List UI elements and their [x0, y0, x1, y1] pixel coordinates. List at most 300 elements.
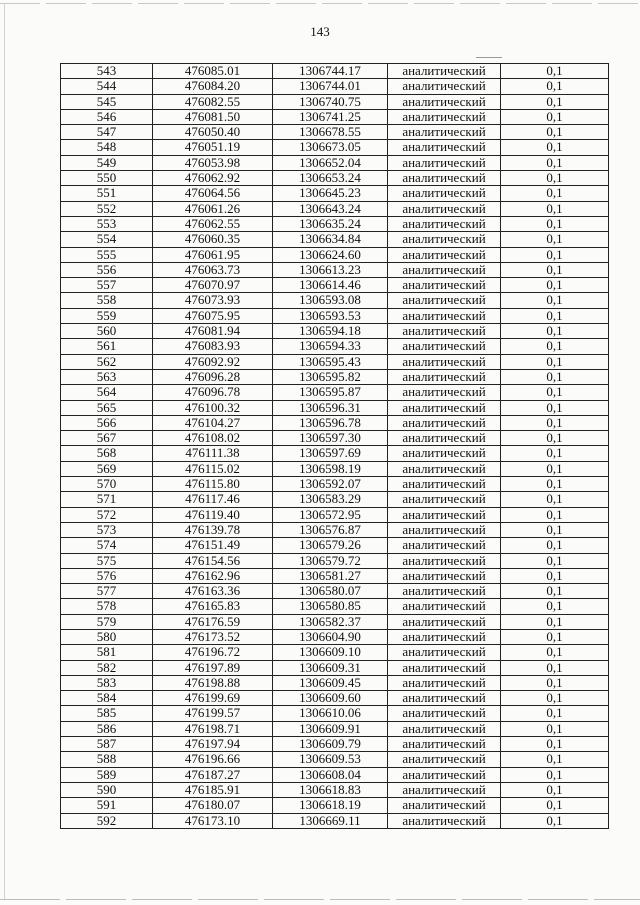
table-row — [61, 599, 609, 614]
point-number-cell: 578 — [61, 599, 153, 614]
table-row — [61, 629, 609, 644]
x-coordinate-cell: 476061.26 — [153, 201, 273, 216]
y-coordinate-cell: 1306596.31 — [273, 400, 388, 415]
method-cell: аналитический — [388, 813, 501, 828]
x-coordinate-cell: 476196.66 — [153, 752, 273, 767]
table-row — [61, 446, 609, 461]
table-row — [61, 492, 609, 507]
method-cell: аналитический — [388, 339, 501, 354]
accuracy-cell: 0,1 — [501, 247, 609, 262]
method-cell: аналитический — [388, 507, 501, 522]
method-cell: аналитический — [388, 553, 501, 568]
method-cell: аналитический — [388, 492, 501, 507]
method-cell: аналитический — [388, 385, 501, 400]
accuracy-cell: 0,1 — [501, 782, 609, 797]
point-number-cell: 581 — [61, 645, 153, 660]
y-coordinate-cell: 1306576.87 — [273, 522, 388, 537]
accuracy-cell: 0,1 — [501, 461, 609, 476]
page-number: 143 — [310, 24, 330, 39]
y-coordinate-cell: 1306592.07 — [273, 477, 388, 492]
x-coordinate-cell: 476051.19 — [153, 140, 273, 155]
x-coordinate-cell: 476082.55 — [153, 94, 273, 109]
accuracy-cell: 0,1 — [501, 477, 609, 492]
point-number-cell: 564 — [61, 385, 153, 400]
method-cell: аналитический — [388, 660, 501, 675]
table-row — [61, 645, 609, 660]
method-cell: аналитический — [388, 201, 501, 216]
x-coordinate-cell: 476115.80 — [153, 477, 273, 492]
accuracy-cell: 0,1 — [501, 660, 609, 675]
table-row — [61, 706, 609, 721]
y-coordinate-cell: 1306609.45 — [273, 675, 388, 690]
accuracy-cell: 0,1 — [501, 767, 609, 782]
method-cell: аналитический — [388, 308, 501, 323]
accuracy-cell: 0,1 — [501, 614, 609, 629]
method-cell: аналитический — [388, 782, 501, 797]
y-coordinate-cell: 1306582.37 — [273, 614, 388, 629]
y-coordinate-cell: 1306624.60 — [273, 247, 388, 262]
scan-left-edge — [4, 4, 5, 899]
x-coordinate-cell: 476083.93 — [153, 339, 273, 354]
y-coordinate-cell: 1306609.79 — [273, 737, 388, 752]
table-row — [61, 538, 609, 553]
point-number-cell: 550 — [61, 171, 153, 186]
accuracy-cell: 0,1 — [501, 752, 609, 767]
table-row — [61, 507, 609, 522]
table-row — [61, 247, 609, 262]
point-number-cell: 547 — [61, 125, 153, 140]
accuracy-cell: 0,1 — [501, 400, 609, 415]
x-coordinate-cell: 476092.92 — [153, 354, 273, 369]
x-coordinate-cell: 476139.78 — [153, 522, 273, 537]
accuracy-cell: 0,1 — [501, 94, 609, 109]
y-coordinate-cell: 1306744.01 — [273, 79, 388, 94]
x-coordinate-cell: 476115.02 — [153, 461, 273, 476]
x-coordinate-cell: 476104.27 — [153, 415, 273, 430]
x-coordinate-cell: 476151.49 — [153, 538, 273, 553]
point-number-cell: 573 — [61, 522, 153, 537]
x-coordinate-cell: 476064.56 — [153, 186, 273, 201]
method-cell: аналитический — [388, 324, 501, 339]
x-coordinate-cell: 476060.35 — [153, 232, 273, 247]
accuracy-cell: 0,1 — [501, 216, 609, 231]
method-cell: аналитический — [388, 171, 501, 186]
accuracy-cell: 0,1 — [501, 675, 609, 690]
y-coordinate-cell: 1306673.05 — [273, 140, 388, 155]
point-number-cell: 555 — [61, 247, 153, 262]
x-coordinate-cell: 476165.83 — [153, 599, 273, 614]
table-row — [61, 216, 609, 231]
method-cell: аналитический — [388, 94, 501, 109]
y-coordinate-cell: 1306618.19 — [273, 798, 388, 813]
method-cell: аналитический — [388, 584, 501, 599]
point-number-cell: 576 — [61, 568, 153, 583]
point-number-cell: 588 — [61, 752, 153, 767]
x-coordinate-cell: 476111.38 — [153, 446, 273, 461]
y-coordinate-cell: 1306597.30 — [273, 431, 388, 446]
point-number-cell: 579 — [61, 614, 153, 629]
accuracy-cell: 0,1 — [501, 232, 609, 247]
point-number-cell: 566 — [61, 415, 153, 430]
y-coordinate-cell: 1306744.17 — [273, 64, 388, 79]
method-cell: аналитический — [388, 721, 501, 736]
method-cell: аналитический — [388, 522, 501, 537]
method-cell: аналитический — [388, 278, 501, 293]
point-number-cell: 565 — [61, 400, 153, 415]
scan-top-edge — [0, 3, 640, 4]
accuracy-cell: 0,1 — [501, 737, 609, 752]
method-cell: аналитический — [388, 752, 501, 767]
y-coordinate-cell: 1306609.53 — [273, 752, 388, 767]
x-coordinate-cell: 476100.32 — [153, 400, 273, 415]
table-row — [61, 109, 609, 124]
y-coordinate-cell: 1306594.33 — [273, 339, 388, 354]
accuracy-cell: 0,1 — [501, 109, 609, 124]
accuracy-cell: 0,1 — [501, 201, 609, 216]
table-row — [61, 339, 609, 354]
method-cell: аналитический — [388, 216, 501, 231]
accuracy-cell: 0,1 — [501, 584, 609, 599]
point-number-cell: 587 — [61, 737, 153, 752]
point-number-cell: 553 — [61, 216, 153, 231]
method-cell: аналитический — [388, 109, 501, 124]
point-number-cell: 569 — [61, 461, 153, 476]
method-cell: аналитический — [388, 461, 501, 476]
x-coordinate-cell: 476081.50 — [153, 109, 273, 124]
y-coordinate-cell: 1306652.04 — [273, 155, 388, 170]
table-row — [61, 431, 609, 446]
y-coordinate-cell: 1306593.53 — [273, 308, 388, 323]
x-coordinate-cell: 476185.91 — [153, 782, 273, 797]
point-number-cell: 556 — [61, 262, 153, 277]
method-cell: аналитический — [388, 125, 501, 140]
table-row — [61, 232, 609, 247]
point-number-cell: 546 — [61, 109, 153, 124]
accuracy-cell: 0,1 — [501, 369, 609, 384]
y-coordinate-cell: 1306645.23 — [273, 186, 388, 201]
point-number-cell: 575 — [61, 553, 153, 568]
method-cell: аналитический — [388, 293, 501, 308]
accuracy-cell: 0,1 — [501, 293, 609, 308]
y-coordinate-cell: 1306595.87 — [273, 385, 388, 400]
point-number-cell: 551 — [61, 186, 153, 201]
point-number-cell: 563 — [61, 369, 153, 384]
y-coordinate-cell: 1306596.78 — [273, 415, 388, 430]
table-row — [61, 385, 609, 400]
y-coordinate-cell: 1306741.25 — [273, 109, 388, 124]
y-coordinate-cell: 1306580.07 — [273, 584, 388, 599]
x-coordinate-cell: 476197.94 — [153, 737, 273, 752]
table-row — [61, 584, 609, 599]
table-row — [61, 94, 609, 109]
accuracy-cell: 0,1 — [501, 431, 609, 446]
table-row — [61, 614, 609, 629]
y-coordinate-cell: 1306653.24 — [273, 171, 388, 186]
table-row — [61, 155, 609, 170]
point-number-cell: 572 — [61, 507, 153, 522]
x-coordinate-cell: 476119.40 — [153, 507, 273, 522]
method-cell: аналитический — [388, 79, 501, 94]
accuracy-cell: 0,1 — [501, 813, 609, 828]
table-row — [61, 737, 609, 752]
y-coordinate-cell: 1306580.85 — [273, 599, 388, 614]
y-coordinate-cell: 1306609.60 — [273, 691, 388, 706]
table-row — [61, 262, 609, 277]
point-number-cell: 561 — [61, 339, 153, 354]
y-coordinate-cell: 1306572.95 — [273, 507, 388, 522]
table-row — [61, 522, 609, 537]
point-number-cell: 574 — [61, 538, 153, 553]
table-row — [61, 324, 609, 339]
x-coordinate-cell: 476073.93 — [153, 293, 273, 308]
table-row — [61, 752, 609, 767]
y-coordinate-cell: 1306579.72 — [273, 553, 388, 568]
accuracy-cell: 0,1 — [501, 125, 609, 140]
accuracy-cell: 0,1 — [501, 691, 609, 706]
point-number-cell: 583 — [61, 675, 153, 690]
point-number-cell: 570 — [61, 477, 153, 492]
method-cell: аналитический — [388, 415, 501, 430]
method-cell: аналитический — [388, 155, 501, 170]
y-coordinate-cell: 1306579.26 — [273, 538, 388, 553]
y-coordinate-cell: 1306613.23 — [273, 262, 388, 277]
method-cell: аналитический — [388, 675, 501, 690]
accuracy-cell: 0,1 — [501, 706, 609, 721]
accuracy-cell: 0,1 — [501, 507, 609, 522]
x-coordinate-cell: 476062.92 — [153, 171, 273, 186]
table-row — [61, 400, 609, 415]
x-coordinate-cell: 476173.52 — [153, 629, 273, 644]
accuracy-cell: 0,1 — [501, 278, 609, 293]
table-row — [61, 415, 609, 430]
table-row — [61, 798, 609, 813]
point-number-cell: 552 — [61, 201, 153, 216]
method-cell: аналитический — [388, 645, 501, 660]
accuracy-cell: 0,1 — [501, 155, 609, 170]
x-coordinate-cell: 476062.55 — [153, 216, 273, 231]
accuracy-cell: 0,1 — [501, 553, 609, 568]
y-coordinate-cell: 1306598.19 — [273, 461, 388, 476]
table-row — [61, 308, 609, 323]
point-number-cell: 591 — [61, 798, 153, 813]
y-coordinate-cell: 1306594.18 — [273, 324, 388, 339]
x-coordinate-cell: 476063.73 — [153, 262, 273, 277]
point-number-cell: 548 — [61, 140, 153, 155]
scan-mark — [476, 57, 502, 58]
point-number-cell: 545 — [61, 94, 153, 109]
y-coordinate-cell: 1306609.31 — [273, 660, 388, 675]
x-coordinate-cell: 476070.97 — [153, 278, 273, 293]
table-row — [61, 64, 609, 79]
y-coordinate-cell: 1306614.46 — [273, 278, 388, 293]
x-coordinate-cell: 476096.78 — [153, 385, 273, 400]
table-row — [61, 721, 609, 736]
accuracy-cell: 0,1 — [501, 308, 609, 323]
x-coordinate-cell: 476096.28 — [153, 369, 273, 384]
accuracy-cell: 0,1 — [501, 629, 609, 644]
table-row — [61, 293, 609, 308]
point-number-cell: 554 — [61, 232, 153, 247]
method-cell: аналитический — [388, 369, 501, 384]
y-coordinate-cell: 1306595.82 — [273, 369, 388, 384]
point-number-cell: 582 — [61, 660, 153, 675]
method-cell: аналитический — [388, 232, 501, 247]
x-coordinate-cell: 476173.10 — [153, 813, 273, 828]
method-cell: аналитический — [388, 629, 501, 644]
method-cell: аналитический — [388, 798, 501, 813]
y-coordinate-cell: 1306597.69 — [273, 446, 388, 461]
accuracy-cell: 0,1 — [501, 186, 609, 201]
method-cell: аналитический — [388, 354, 501, 369]
x-coordinate-cell: 476085.01 — [153, 64, 273, 79]
x-coordinate-cell: 476053.98 — [153, 155, 273, 170]
method-cell: аналитический — [388, 599, 501, 614]
table-row — [61, 477, 609, 492]
coordinates-table — [60, 63, 609, 829]
point-number-cell: 567 — [61, 431, 153, 446]
y-coordinate-cell: 1306609.10 — [273, 645, 388, 660]
table-row — [61, 553, 609, 568]
point-number-cell: 585 — [61, 706, 153, 721]
y-coordinate-cell: 1306634.84 — [273, 232, 388, 247]
point-number-cell: 557 — [61, 278, 153, 293]
point-number-cell: 544 — [61, 79, 153, 94]
x-coordinate-cell: 476198.71 — [153, 721, 273, 736]
y-coordinate-cell: 1306604.90 — [273, 629, 388, 644]
x-coordinate-cell: 476199.69 — [153, 691, 273, 706]
y-coordinate-cell: 1306618.83 — [273, 782, 388, 797]
accuracy-cell: 0,1 — [501, 721, 609, 736]
y-coordinate-cell: 1306740.75 — [273, 94, 388, 109]
method-cell: аналитический — [388, 400, 501, 415]
method-cell: аналитический — [388, 691, 501, 706]
x-coordinate-cell: 476061.95 — [153, 247, 273, 262]
point-number-cell: 590 — [61, 782, 153, 797]
table-row — [61, 813, 609, 828]
table-row — [61, 201, 609, 216]
accuracy-cell: 0,1 — [501, 492, 609, 507]
y-coordinate-cell: 1306669.11 — [273, 813, 388, 828]
method-cell: аналитический — [388, 767, 501, 782]
table-row — [61, 171, 609, 186]
point-number-cell: 558 — [61, 293, 153, 308]
method-cell: аналитический — [388, 706, 501, 721]
table-row — [61, 461, 609, 476]
table-row — [61, 782, 609, 797]
scan-bottom-edge — [0, 899, 640, 900]
point-number-cell: 543 — [61, 64, 153, 79]
point-number-cell: 549 — [61, 155, 153, 170]
x-coordinate-cell: 476154.56 — [153, 553, 273, 568]
method-cell: аналитический — [388, 737, 501, 752]
point-number-cell: 580 — [61, 629, 153, 644]
method-cell: аналитический — [388, 64, 501, 79]
point-number-cell: 589 — [61, 767, 153, 782]
x-coordinate-cell: 476162.96 — [153, 568, 273, 583]
point-number-cell: 586 — [61, 721, 153, 736]
point-number-cell: 592 — [61, 813, 153, 828]
point-number-cell: 568 — [61, 446, 153, 461]
y-coordinate-cell: 1306593.08 — [273, 293, 388, 308]
method-cell: аналитический — [388, 568, 501, 583]
accuracy-cell: 0,1 — [501, 522, 609, 537]
y-coordinate-cell: 1306635.24 — [273, 216, 388, 231]
table-row — [61, 186, 609, 201]
point-number-cell: 577 — [61, 584, 153, 599]
x-coordinate-cell: 476081.94 — [153, 324, 273, 339]
x-coordinate-cell: 476180.07 — [153, 798, 273, 813]
x-coordinate-cell: 476196.72 — [153, 645, 273, 660]
table-row — [61, 691, 609, 706]
y-coordinate-cell: 1306608.04 — [273, 767, 388, 782]
y-coordinate-cell: 1306609.91 — [273, 721, 388, 736]
y-coordinate-cell: 1306610.06 — [273, 706, 388, 721]
y-coordinate-cell: 1306678.55 — [273, 125, 388, 140]
table-row — [61, 568, 609, 583]
table-row — [61, 354, 609, 369]
x-coordinate-cell: 476050.40 — [153, 125, 273, 140]
table-row — [61, 675, 609, 690]
point-number-cell: 571 — [61, 492, 153, 507]
accuracy-cell: 0,1 — [501, 64, 609, 79]
accuracy-cell: 0,1 — [501, 79, 609, 94]
method-cell: аналитический — [388, 431, 501, 446]
table-row — [61, 369, 609, 384]
table-row — [61, 660, 609, 675]
accuracy-cell: 0,1 — [501, 645, 609, 660]
accuracy-cell: 0,1 — [501, 171, 609, 186]
accuracy-cell: 0,1 — [501, 415, 609, 430]
y-coordinate-cell: 1306581.27 — [273, 568, 388, 583]
x-coordinate-cell: 476198.88 — [153, 675, 273, 690]
accuracy-cell: 0,1 — [501, 599, 609, 614]
table-row — [61, 79, 609, 94]
method-cell: аналитический — [388, 477, 501, 492]
point-number-cell: 560 — [61, 324, 153, 339]
accuracy-cell: 0,1 — [501, 568, 609, 583]
x-coordinate-cell: 476117.46 — [153, 492, 273, 507]
y-coordinate-cell: 1306583.29 — [273, 492, 388, 507]
accuracy-cell: 0,1 — [501, 324, 609, 339]
y-coordinate-cell: 1306595.43 — [273, 354, 388, 369]
method-cell: аналитический — [388, 614, 501, 629]
method-cell: аналитический — [388, 247, 501, 262]
point-number-cell: 559 — [61, 308, 153, 323]
x-coordinate-cell: 476199.57 — [153, 706, 273, 721]
x-coordinate-cell: 476084.20 — [153, 79, 273, 94]
point-number-cell: 562 — [61, 354, 153, 369]
table-body — [61, 64, 609, 829]
method-cell: аналитический — [388, 538, 501, 553]
x-coordinate-cell: 476108.02 — [153, 431, 273, 446]
table-row — [61, 278, 609, 293]
table-row — [61, 140, 609, 155]
method-cell: аналитический — [388, 262, 501, 277]
accuracy-cell: 0,1 — [501, 798, 609, 813]
y-coordinate-cell: 1306643.24 — [273, 201, 388, 216]
accuracy-cell: 0,1 — [501, 385, 609, 400]
accuracy-cell: 0,1 — [501, 446, 609, 461]
accuracy-cell: 0,1 — [501, 339, 609, 354]
accuracy-cell: 0,1 — [501, 140, 609, 155]
x-coordinate-cell: 476197.89 — [153, 660, 273, 675]
table-row — [61, 767, 609, 782]
x-coordinate-cell: 476163.36 — [153, 584, 273, 599]
method-cell: аналитический — [388, 446, 501, 461]
accuracy-cell: 0,1 — [501, 538, 609, 553]
method-cell: аналитический — [388, 140, 501, 155]
x-coordinate-cell: 476075.95 — [153, 308, 273, 323]
